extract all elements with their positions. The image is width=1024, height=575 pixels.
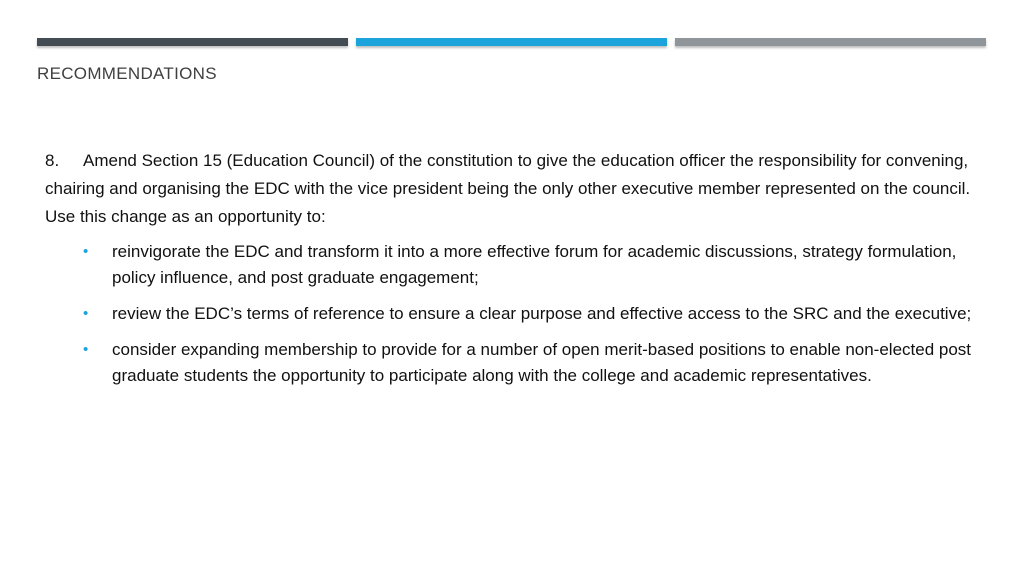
accent-bar-blue [356, 38, 667, 46]
recommendation-number: 8. [45, 151, 60, 170]
bullet-dot-icon: • [83, 341, 89, 358]
bullet-item [45, 239, 975, 291]
header-accent-bars [37, 38, 986, 48]
slide-title: RECOMMENDATIONS [37, 64, 217, 83]
accent-bar-gray [675, 38, 986, 46]
bullet-item [45, 337, 975, 389]
bullet-text: consider expanding membership to provide for a number of open merit-based positions to enable non-elected post graduate students the opportunity to participate along with the college and academic representatives. [112, 340, 972, 385]
bullet-text: review the EDC’s terms of reference to ensure a clear purpose and effective access to the SRC and the executive; [112, 304, 972, 323]
bullet-item [45, 301, 975, 327]
bullet-text: reinvigorate the EDC and transform it into a more effective forum for academic discussions, strategy formulation, policy influence, and post graduate engagement; [112, 242, 957, 287]
recommendation-item [45, 147, 975, 231]
bullet-dot-icon: • [83, 243, 89, 260]
slide-body [45, 147, 975, 399]
recommendation-text: Amend Section 15 (Education Council) of the constitution to give the education officer the responsibility for convening, chairing and organising the EDC with the vice president being the only other executive member represented on the council. Use this change as an opportunity to: [45, 151, 971, 226]
bullet-list [45, 239, 975, 389]
bullet-dot-icon: • [83, 305, 89, 322]
accent-bar-dark [37, 38, 348, 46]
